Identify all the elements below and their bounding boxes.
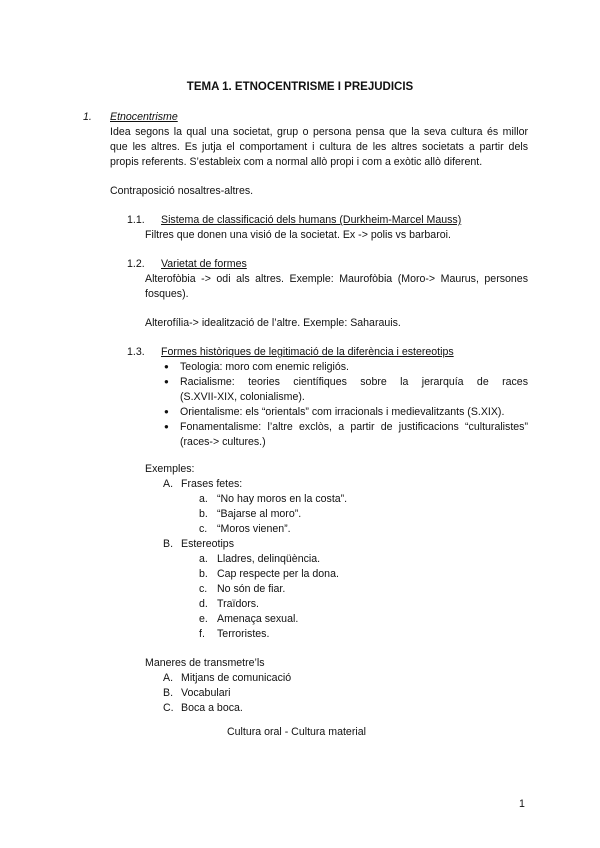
subsection-heading: Sistema de classificació dels humans (Durkheim-Marcel Mauss) (161, 214, 462, 226)
list-letter: c. (199, 583, 208, 595)
bullet-continuation: (S.XVII-XIX, colonialisme). (180, 391, 305, 403)
subsection-heading: Varietat de formes (161, 258, 247, 270)
page-title: TEMA 1. ETNOCENTRISME I PREJUDICIS (186, 81, 414, 93)
list-letter: a. (199, 493, 208, 505)
bullet-item: ● Orientalisme: els “orientals” com irracionals i medievalitzants (S.XIX). (180, 405, 504, 419)
list-item: “No hay moros en la costa”. (217, 493, 348, 505)
group-label: Frases fetes: (181, 478, 243, 490)
list-item: “Bajarse al moro”. (217, 508, 302, 520)
alterofilia-text: Alterofília-> idealització de l’altre. Exemple: Saharauis. (145, 317, 401, 329)
list-letter: f. (199, 628, 205, 640)
list-letter: e. (199, 613, 208, 625)
paragraph-line: Idea segons la qual una societat, grup o persona pensa que la seva cultura és millor (110, 126, 528, 138)
list-letter: b. (199, 568, 208, 580)
list-letter: A. (163, 672, 174, 684)
subsection-text: Filtres que donen una visió de la societat. Ex -> polis vs barbaroi. (145, 229, 451, 241)
transmit-label: Maneres de transmetre’ls (145, 657, 265, 669)
examples-label: Exemples: (145, 463, 195, 475)
section-number: 1. (83, 111, 92, 123)
subsection-heading: Formes històriques de legitimació de la diferència i estereotips (161, 346, 454, 358)
bullet-continuation: (races-> cultures.) (180, 436, 266, 448)
list-letter: C. (163, 702, 174, 714)
paragraph-line: propis referents. S’estableix com a normal allò propi i com a exòtic allò diferent. (110, 156, 483, 168)
list-item: Traïdors. (217, 598, 259, 610)
alterofobia-line: Alterofòbia -> odi als altres. Exemple: Maurofòbia (Moro-> Maurus, persones (145, 273, 528, 285)
contraposition-text: Contraposició nosaltres-altres. (110, 185, 254, 197)
list-letter: B. (163, 538, 174, 550)
paragraph-line: que les altres. Es jutja el comportament i cultura de les altres societats a partir dels (110, 141, 528, 153)
alterofobia-line: fosques). (145, 288, 189, 300)
subsection-number: 1.1. (127, 214, 145, 226)
section-heading: Etnocentrisme (110, 111, 178, 123)
bullet-item: ● Racialisme: teories científiques sobre la jerarquía de races (180, 375, 528, 389)
page-number: 1 (519, 798, 525, 810)
list-letter: A. (163, 478, 174, 490)
list-letter: b. (199, 508, 208, 520)
list-item: No són de fiar. (217, 583, 286, 595)
bullet-item: ● Fonamentalisme: l’altre exclòs, a partir de justificacions “culturalistes” (180, 420, 528, 434)
list-letter: c. (199, 523, 208, 535)
list-letter: d. (199, 598, 208, 610)
list-letter: a. (199, 553, 208, 565)
subsection-number: 1.3. (127, 346, 145, 358)
list-item: Lladres, delinqüència. (217, 553, 321, 565)
list-item: Mitjans de comunicació (181, 672, 292, 684)
list-item: Terroristes. (217, 628, 270, 640)
bullet-item: ● Teologia: moro com enemic religiós. (180, 360, 349, 374)
subsection-number: 1.2. (127, 258, 145, 270)
list-item: Amenaça sexual. (217, 613, 299, 625)
group-label: Estereotips (181, 538, 234, 550)
closing-line: Cultura oral - Cultura material (227, 726, 366, 738)
list-item: Boca a boca. (181, 702, 243, 714)
list-item: “Moros vienen”. (217, 523, 291, 535)
list-item: Vocabulari (181, 687, 231, 699)
list-item: Cap respecte per la dona. (217, 568, 339, 580)
list-letter: B. (163, 687, 174, 699)
